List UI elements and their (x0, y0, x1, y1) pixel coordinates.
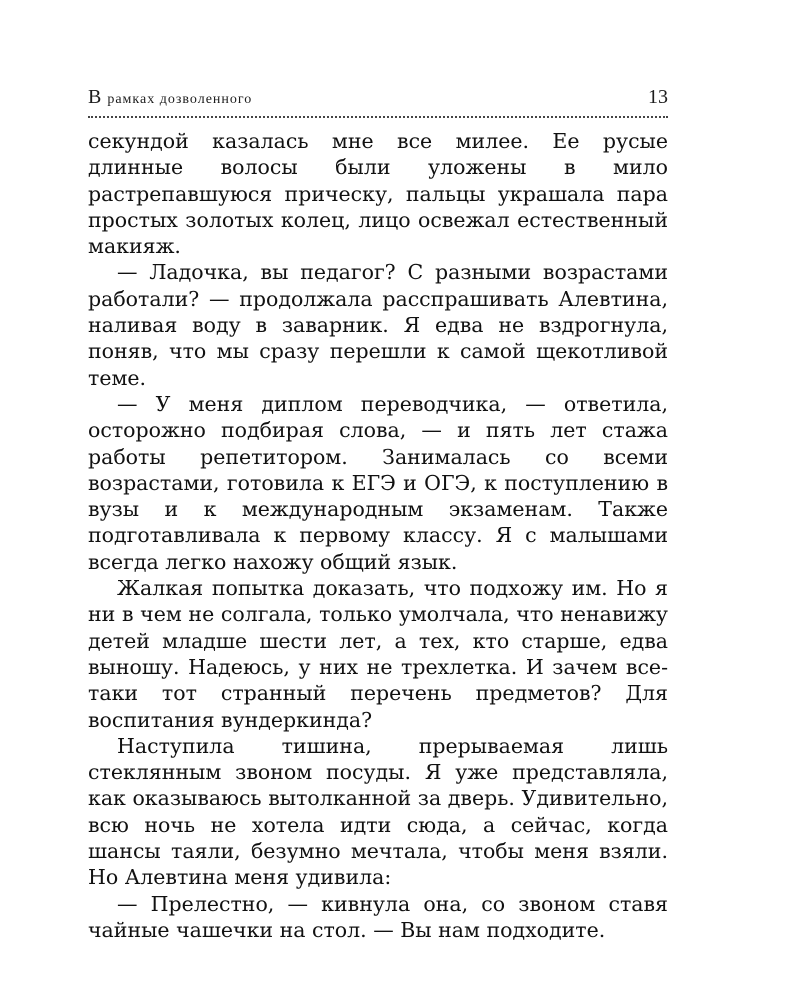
paragraph: — Ладочка, вы педагог? С разными возрастами работали? — продолжала расспрашивать Алевтина, наливая воду в заварник. Я едва не вздрогнула, поняв, что мы сразу перешли к самой щекотливой теме. (88, 260, 668, 390)
running-title (88, 86, 252, 109)
page-number: 13 (648, 86, 668, 108)
paragraph: Наступила тишина, прерываемая лишь стеклянным звоном посуды. Я уже представляла, как оказываюсь вытолканной за дверь. Удивительно, всю ночь не хотела идти сюда, а сейчас, когда шансы таяли, безумно мечтала, чтобы меня взяли. Но Алевтина меня удивила: (88, 733, 668, 890)
paragraph: — Прелестно, — кивнула она, со звоном ставя чайные чашечки на стол. — Вы нам подходите. (88, 891, 668, 942)
running-title-initial: В (88, 86, 102, 108)
header-dotted-rule (88, 116, 668, 118)
running-title-rest: рамках дозволенного (107, 92, 253, 107)
running-head (88, 86, 668, 116)
paragraph: секундой казалась мне все милее. Ее русые длинные волосы были уложены в мило растрепавшуюся прическу, пальцы украшала пара простых золотых колец, лицо освежал естественный макияж. (88, 129, 668, 259)
paragraph: Жалкая попытка доказать, что подхожу им. Но я ни в чем не солгала, только умолчала, что ненавижу детей младше шести лет, а тех, кто старше, едва выношу. Надеюсь, у них не трехлетка. И зачем все-таки тот странный перечень предметов? Для воспитания вундеркинда? (88, 576, 668, 732)
paragraph: — У меня диплом переводчика, — ответила, осторожно подбирая слова, — и пять лет стажа работы репетитором. Занималась со всеми возрастами, готовила к ЕГЭ и ОГЭ, к поступлению в вузы и к международным экзаменам. Также подготавливала к первому классу. Я с малышами всегда легко нахожу общий язык. (88, 391, 668, 574)
body-text (88, 128, 668, 943)
